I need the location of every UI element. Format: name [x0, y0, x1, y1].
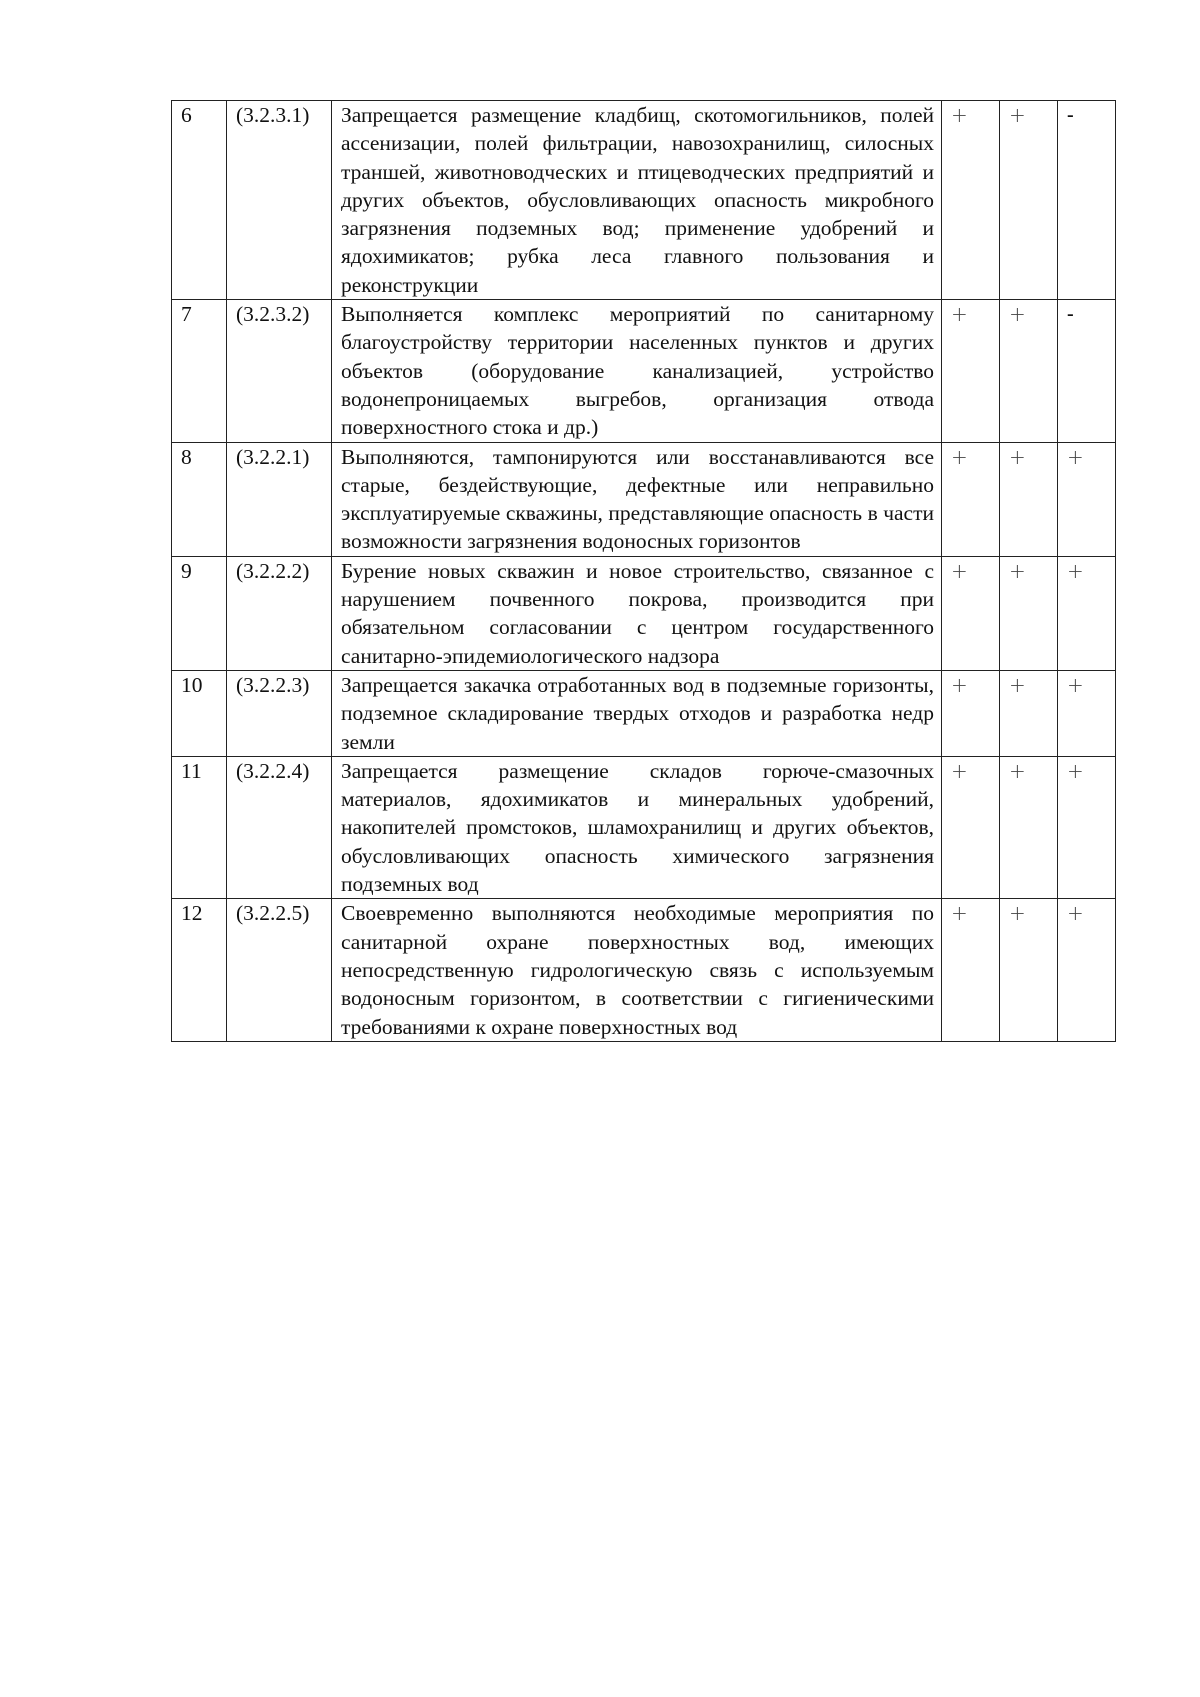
clause-reference: (3.2.2.5) — [227, 899, 332, 1041]
row-number: 11 — [172, 756, 227, 898]
mark-zone-1: + — [942, 899, 1000, 1041]
table-row — [172, 101, 1116, 300]
mark-zone-2: + — [1000, 670, 1058, 756]
mark-zone-1: + — [942, 556, 1000, 670]
clause-reference: (3.2.3.2) — [227, 300, 332, 442]
mark-zone-2: + — [1000, 101, 1058, 300]
requirement-text: Своевременно выполняются необходимые мероприятия по санитарной охране поверхностных вод, имеющих непосредственную гидрологическую связь с используемым водоносным горизонтом, в соответствии с гигиеническими требованиями к охране поверхностных вод — [332, 899, 942, 1041]
mark-zone-3: + — [1058, 556, 1116, 670]
mark-zone-1: + — [942, 756, 1000, 898]
requirement-text: Запрещается закачка отработанных вод в подземные горизонты, подземное складирование твердых отходов и разработка недр земли — [332, 670, 942, 756]
mark-zone-1: + — [942, 670, 1000, 756]
mark-zone-3: + — [1058, 442, 1116, 556]
mark-zone-3: - — [1058, 101, 1116, 300]
mark-zone-2: + — [1000, 899, 1058, 1041]
mark-zone-2: + — [1000, 442, 1058, 556]
clause-reference: (3.2.2.4) — [227, 756, 332, 898]
clause-reference: (3.2.2.3) — [227, 670, 332, 756]
requirement-text: Выполняется комплекс мероприятий по санитарному благоустройству территории населенных пунктов и других объектов (оборудование канализацией, устройство водонепроницаемых выгребов, организация отвода поверхностного стока и др.) — [332, 300, 942, 442]
row-number: 12 — [172, 899, 227, 1041]
requirement-text: Запрещается размещение складов горюче-смазочных материалов, ядохимикатов и минеральных удобрений, накопителей промстоков, шламохранилищ и других объектов, обусловливающих опасность химического загрязнения подземных вод — [332, 756, 942, 898]
row-number: 9 — [172, 556, 227, 670]
table-row — [172, 756, 1116, 898]
table-row — [172, 899, 1116, 1041]
requirements-table — [171, 100, 1116, 1042]
requirement-text: Бурение новых скважин и новое строительство, связанное с нарушением почвенного покрова, производится при обязательном согласовании с центром государственного санитарно-эпидемиологического надзора — [332, 556, 942, 670]
table-row — [172, 442, 1116, 556]
row-number: 6 — [172, 101, 227, 300]
table-row — [172, 556, 1116, 670]
mark-zone-2: + — [1000, 300, 1058, 442]
clause-reference: (3.2.2.1) — [227, 442, 332, 556]
requirement-text: Выполняются, тампонируются или восстанавливаются все старые, бездействующие, дефектные или неправильно эксплуатируемые скважины, представляющие опасность в части возможности загрязнения водоносных горизонтов — [332, 442, 942, 556]
requirement-text: Запрещается размещение кладбищ, скотомогильников, полей ассенизации, полей фильтрации, навозохранилищ, силосных траншей, животноводческих и птицеводческих предприятий и других объектов, обусловливающих опасность микробного загрязнения подземных вод; применение удобрений и ядохимикатов; рубка леса главного пользования и реконструкции — [332, 101, 942, 300]
mark-zone-1: + — [942, 101, 1000, 300]
clause-reference: (3.2.3.1) — [227, 101, 332, 300]
clause-reference: (3.2.2.2) — [227, 556, 332, 670]
mark-zone-1: + — [942, 300, 1000, 442]
mark-zone-3: + — [1058, 670, 1116, 756]
mark-zone-2: + — [1000, 756, 1058, 898]
row-number: 8 — [172, 442, 227, 556]
row-number: 7 — [172, 300, 227, 442]
row-number: 10 — [172, 670, 227, 756]
mark-zone-3: + — [1058, 899, 1116, 1041]
mark-zone-2: + — [1000, 556, 1058, 670]
mark-zone-3: - — [1058, 300, 1116, 442]
table-row — [172, 300, 1116, 442]
mark-zone-1: + — [942, 442, 1000, 556]
mark-zone-3: + — [1058, 756, 1116, 898]
table-row — [172, 670, 1116, 756]
